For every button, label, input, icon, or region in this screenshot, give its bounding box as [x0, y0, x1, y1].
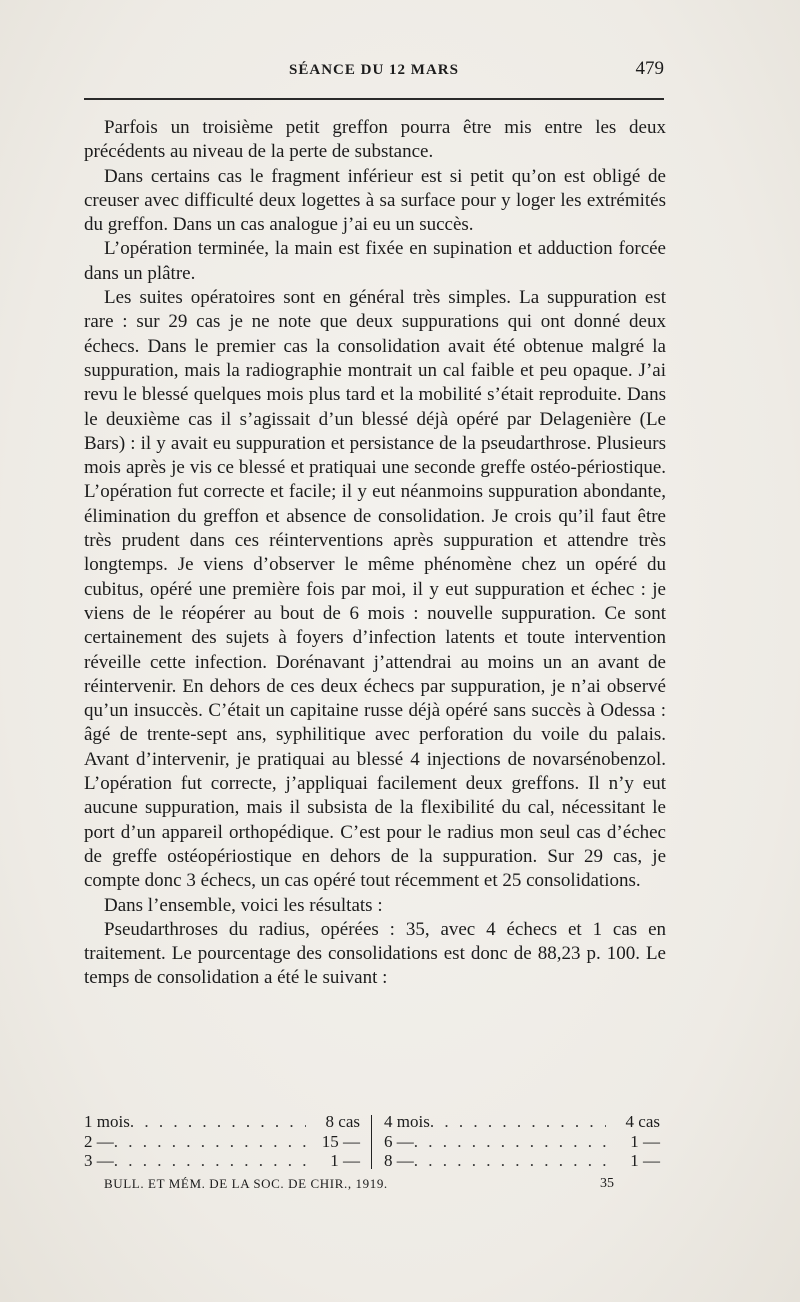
- consolidation-time-table: [84, 1112, 666, 1170]
- page-header: [84, 58, 664, 88]
- duration-row: [84, 1151, 360, 1171]
- leader-dots: [430, 1112, 606, 1132]
- leader-dots: [114, 1132, 306, 1152]
- duration-label: 1 mois: [84, 1112, 130, 1131]
- duration-value: 1 —: [330, 1151, 360, 1170]
- duration-value: 15 —: [321, 1131, 360, 1151]
- duration-column-left: [84, 1112, 360, 1171]
- paragraph: Dans certains cas le fragment inférieur est si petit qu’on est obligé de creuser avec difficulté deux logettes à sa surface pour y loger les extrémités du greffon. Dans un cas analogue j’ai eu un succès.: [84, 165, 666, 236]
- duration-value: 4 cas: [625, 1112, 660, 1131]
- journal-reference: BULL. ET MÉM. DE LA SOC. DE CHIR., 1919.: [104, 1176, 388, 1191]
- page-number: 479: [635, 58, 664, 79]
- duration-label: 3 —: [84, 1151, 114, 1170]
- body-text: [84, 116, 666, 991]
- paragraph: Pseudarthroses du radius, opérées : 35, avec 4 échecs et 1 cas en traitement. Le pourcentage des consolidations est donc de 88,23 p. 100. Le temps de consolidation a été le suivant :: [84, 918, 666, 989]
- paragraph: Dans l’ensemble, voici les résultats :: [104, 894, 383, 916]
- duration-row: [84, 1112, 360, 1132]
- duration-column-right: [384, 1112, 660, 1171]
- duration-row: [384, 1112, 660, 1132]
- leader-dots: [414, 1132, 606, 1152]
- duration-label: 6 —: [384, 1131, 414, 1151]
- duration-value: 1 —: [630, 1131, 660, 1151]
- leader-dots: [114, 1151, 306, 1171]
- duration-value: 8 cas: [325, 1112, 360, 1131]
- duration-label: 8 —: [384, 1151, 414, 1170]
- duration-row: [384, 1132, 660, 1152]
- signature-mark: 35: [600, 1176, 614, 1191]
- duration-row: [84, 1132, 360, 1152]
- paragraph: L’opération terminée, la main est fixée en supination et adduction forcée dans un plâtre.: [84, 238, 666, 284]
- page-footer: [84, 1176, 614, 1198]
- leader-dots: [414, 1151, 606, 1171]
- header-rule: [84, 98, 664, 100]
- duration-row: [384, 1151, 660, 1171]
- paragraph: Les suites opératoires sont en général très simples. La suppuration est rare : sur 29 cas je ne note que deux suppurations qui ont donné deux échecs. Dans le premier cas la consolidation avait été obtenue malgré la suppuration, mais la radiographie montrait un cal faible et peu opaque. J’ai revu le blessé quelques mois plus tard et la mobilité s’était reproduite. Dans le deuxième cas il s’agissait d’un blessé déjà opéré par Delagenière (Le Bars) : il y avait eu suppuration et persistance de la pseudarthrose. Plusieurs mois après je vis ce blessé et pratiquai une seconde greffe ostéo-périostique. L’opération fut correcte et facile; il y eut néanmoins suppuration abondante, élimination du greffon et absence de consolidation. Je crois qu’il faut être très prudent dans ces réinterventions après suppuration et attendre très longtemps. Je viens d’observer le même phénomène chez un opéré du cubitus, opéré une première fois par moi, il y eut suppuration et échec : je viens de le réopérer au bout de 6 mois : nouvelle suppuration. Ce sont certainement des sujets à foyers d’infection latents et toute intervention réveille cette infection. Dorénavant j’attendrai au moins un an avant de réintervenir. En dehors de ces deux échecs par suppuration, je n’ai observé qu’un insuccès. C’était un capitaine russe déjà opéré sans succès à Odessa : âgé de trente-sept ans, syphilitique avec perforation du voile du palais. Avant d’intervenir, je pratiquai au blessé 4 injections de novarsénobenzol. L’opération fut correcte, j’appliquai facilement deux greffons. Il n’y eut aucune suppuration, mais il subsista de la flexibilité du cal, nécessitant le port d’un appareil orthopédique. C’est pour le radius mon seul cas d’échec de greffe ostéopériostique en dehors de la suppuration. Sur 29 cas, je compte donc 3 échecs, un cas opéré tout récemment et 25 consolidations.: [84, 287, 666, 892]
- leader-dots: [130, 1112, 306, 1132]
- paragraph: Parfois un troisième petit greffon pourra être mis entre les deux précédents au niveau de la perte de substance.: [84, 117, 666, 163]
- duration-label: 4 mois: [384, 1112, 430, 1131]
- duration-label: 2 —: [84, 1131, 114, 1151]
- duration-value: 1 —: [630, 1151, 660, 1170]
- running-title: SÉANCE DU 12 MARS: [289, 62, 459, 78]
- column-divider: [371, 1115, 372, 1169]
